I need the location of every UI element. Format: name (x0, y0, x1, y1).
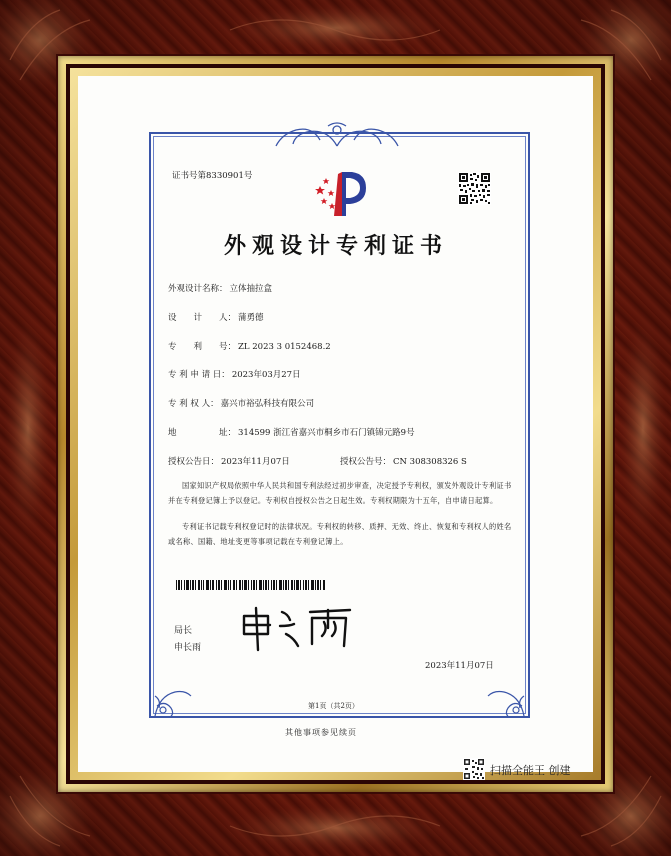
grant-statement: 国家知识产权局依照中华人民共和国专利法经过初步审查，决定授予专利权，颁发外观设计专利证书并在专利登记簿上予以登记。专利权自授权公告之日起生效。专利权期限为十五年，自申请日起算。 (168, 481, 512, 505)
field-label: 专 利 权 人： (168, 399, 219, 409)
field-value: 立体抽拉盒 (229, 284, 273, 294)
barcode (176, 580, 326, 590)
field-design-name (168, 282, 272, 294)
signature (238, 604, 358, 654)
field-announce-date (168, 455, 290, 467)
field-value: CN 308308326 S (393, 457, 467, 467)
signer-name: 申长雨 (174, 643, 202, 653)
field-value: 2023年03月27日 (231, 370, 301, 380)
corner-ornament-bottom-left (153, 676, 195, 718)
field-label: 外观设计名称： (168, 284, 228, 294)
field-label: 地 址： (168, 428, 237, 438)
field-label: 授权公告日： (168, 457, 220, 467)
field-label: 专 利 申 请 日： (168, 370, 230, 380)
field-value: ZL 2023 3 0152468.2 (238, 342, 331, 352)
certificate-number: 证书号第8330901号 (172, 171, 253, 181)
page-indicator: 第1页（共2页） (308, 702, 359, 710)
patent-office-logo (312, 168, 370, 218)
field-patent-number (168, 340, 331, 352)
qr-code-icon (458, 172, 491, 205)
field-application-date (168, 368, 301, 380)
field-value: 314599 浙江省嘉兴市桐乡市石门镇锦元路9号 (238, 428, 415, 438)
top-ornament (268, 120, 406, 148)
field-address (168, 426, 415, 438)
field-label: 专 利 号： (168, 342, 237, 352)
field-label: 设 计 人： (168, 313, 237, 323)
footer-note: 其他事项参见续页 (285, 728, 357, 737)
field-value: 2023年11月07日 (221, 457, 290, 467)
legal-status-statement: 专利证书记载专利权登记时的法律状况。专利权的转移、质押、无效、终止、恢复和专利权人的姓名或名称、国籍、地址变更等事项记载在专利登记簿上。 (168, 522, 512, 546)
signer-title: 局长 (174, 626, 193, 636)
scanner-brand-qr-icon (463, 758, 485, 780)
field-patentee (168, 397, 314, 409)
field-label: 授权公告号： (340, 457, 392, 467)
field-value: 嘉兴市裕弘科技有限公司 (220, 399, 315, 409)
field-announce-number (340, 455, 467, 467)
issue-date: 2023年11月07日 (425, 661, 494, 671)
field-value: 蒲勇德 (238, 313, 264, 323)
corner-ornament-bottom-right (484, 676, 526, 718)
scanner-brand-label: 扫描全能王 创建 (490, 764, 571, 777)
field-designer (168, 311, 264, 323)
certificate-title: 外观设计专利证书 (224, 234, 449, 259)
